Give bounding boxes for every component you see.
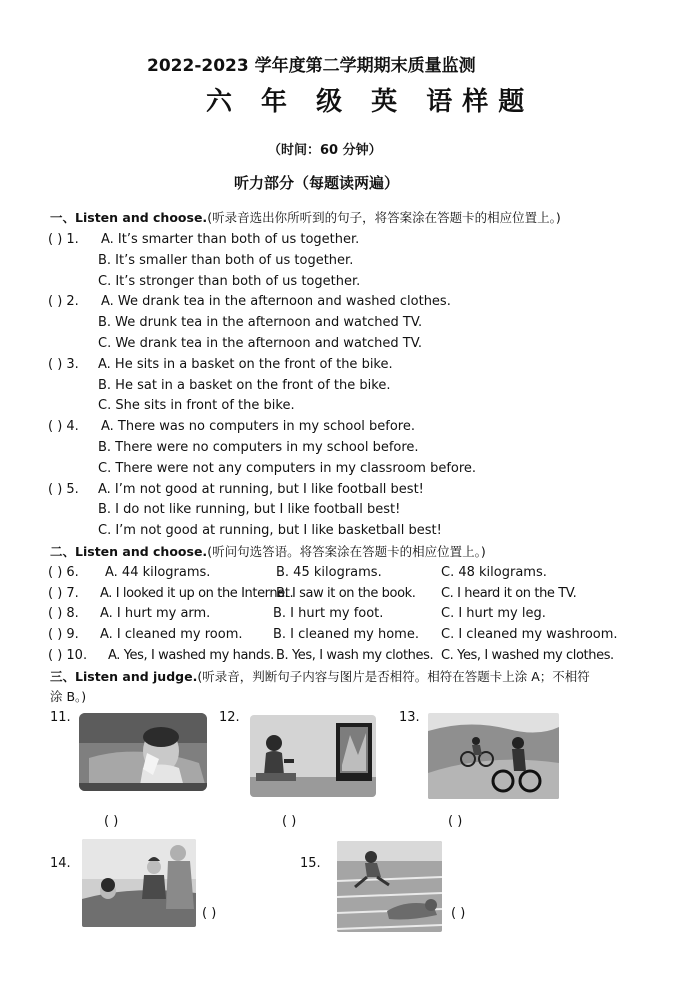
item-12-picture	[250, 715, 376, 797]
item-11-picture	[79, 713, 207, 791]
option-c: C. There were not any computers in my classroom before.	[98, 461, 477, 476]
item-15-picture	[337, 841, 442, 932]
section3-heading-cont: 涂 B。)	[50, 689, 87, 704]
item-13-answer[interactable]: ( )	[448, 814, 463, 829]
item-12-number: 12.	[219, 710, 240, 725]
section3-heading-cn: (听录音，判断句子内容与图片是否相符。相符在答题卡上涂 A；不相符	[197, 669, 590, 684]
exam-title: 2022-2023 学年度第二学期期末质量监测	[147, 56, 476, 76]
option-c: C. We drank tea in the afternoon and watched TV.	[98, 336, 423, 351]
item-15-answer[interactable]: ( )	[451, 906, 466, 921]
option-c: C. Yes, I washed my clothes.	[441, 648, 614, 663]
question-prefix: ( ) 3.	[48, 357, 79, 372]
option-c: C. I heard it on the TV.	[441, 586, 577, 601]
option-b: B. It’s smaller than both of us together.	[98, 253, 354, 268]
option-b: B. I hurt my foot.	[273, 606, 384, 621]
item-11-number: 11.	[50, 710, 71, 725]
question-prefix: ( ) 1.	[48, 232, 79, 247]
option-c: C. She sits in front of the bike.	[98, 398, 295, 413]
option-b: B. 45 kilograms.	[276, 565, 382, 580]
option-b: B. There were no computers in my school before.	[98, 440, 419, 455]
question-prefix: ( ) 9.	[48, 627, 79, 642]
question-prefix: ( ) 7.	[48, 586, 79, 601]
item-13-number: 13.	[399, 710, 420, 725]
option-a: A. He sits in a basket on the front of the bike.	[98, 357, 393, 372]
option-c: C. I’m not good at running, but I like basketball best!	[98, 523, 442, 538]
section2-heading-cn: (听问句选答语。将答案涂在答题卡的相应位置上。)	[207, 544, 486, 559]
item-11-answer[interactable]: ( )	[104, 814, 119, 829]
option-a: A. I’m not good at running, but I like football best!	[98, 482, 424, 497]
question-prefix: ( ) 10.	[48, 648, 88, 663]
time-limit: （时间：60 分钟）	[268, 143, 382, 158]
option-a: A. We drank tea in the afternoon and washed clothes.	[101, 294, 451, 309]
option-b: B. I do not like running, but I like football best!	[98, 502, 401, 517]
option-a: A. I hurt my arm.	[100, 606, 211, 621]
section1-heading-cn: (听录音选出你所听到的句子，将答案涂在答题卡的相应位置上。)	[207, 210, 561, 225]
grade-subject-title: 六 年 级 英 语样题	[206, 87, 535, 117]
option-c: C. 48 kilograms.	[441, 565, 547, 580]
option-c: C. I hurt my leg.	[441, 606, 546, 621]
section3-heading-en: 三、Listen and judge.	[50, 669, 198, 684]
section3-heading	[50, 669, 590, 685]
option-b: B. Yes, I wash my clothes.	[276, 648, 434, 663]
listening-heading: 听力部分（每题读两遍）	[234, 174, 400, 192]
item-12-answer[interactable]: ( )	[282, 814, 297, 829]
question-prefix: ( ) 5.	[48, 482, 79, 497]
question-prefix: ( ) 4.	[48, 419, 79, 434]
option-a: A. I cleaned my room.	[100, 627, 243, 642]
option-b: B. I saw it on the book.	[276, 586, 416, 601]
option-c: C. I cleaned my washroom.	[441, 627, 618, 642]
option-a: A. Yes, I washed my hands.	[108, 648, 274, 663]
option-b: B. I cleaned my home.	[273, 627, 419, 642]
question-prefix: ( ) 6.	[48, 565, 79, 580]
item-14-answer[interactable]: ( )	[202, 906, 217, 921]
item-14-picture	[82, 839, 196, 927]
option-b: B. He sat in a basket on the front of the bike.	[98, 378, 391, 393]
option-a: A. It’s smarter than both of us together.	[101, 232, 360, 247]
section2-heading	[50, 544, 486, 560]
item-14-number: 14.	[50, 856, 71, 871]
question-prefix: ( ) 2.	[48, 294, 79, 309]
option-a: A. I looked it up on the Internet.	[100, 586, 294, 601]
question-prefix: ( ) 8.	[48, 606, 79, 621]
item-15-number: 15.	[300, 856, 321, 871]
option-a: A. 44 kilograms.	[105, 565, 211, 580]
section1-heading-en: 一、Listen and choose.	[50, 210, 208, 225]
option-b: B. We drunk tea in the afternoon and watched TV.	[98, 315, 423, 330]
item-13-picture	[428, 713, 559, 799]
option-a: A. There was no computers in my school before.	[101, 419, 415, 434]
option-c: C. It’s stronger than both of us together.	[98, 274, 361, 289]
section2-heading-en: 二、Listen and choose.	[50, 544, 208, 559]
section1-heading	[50, 210, 561, 226]
